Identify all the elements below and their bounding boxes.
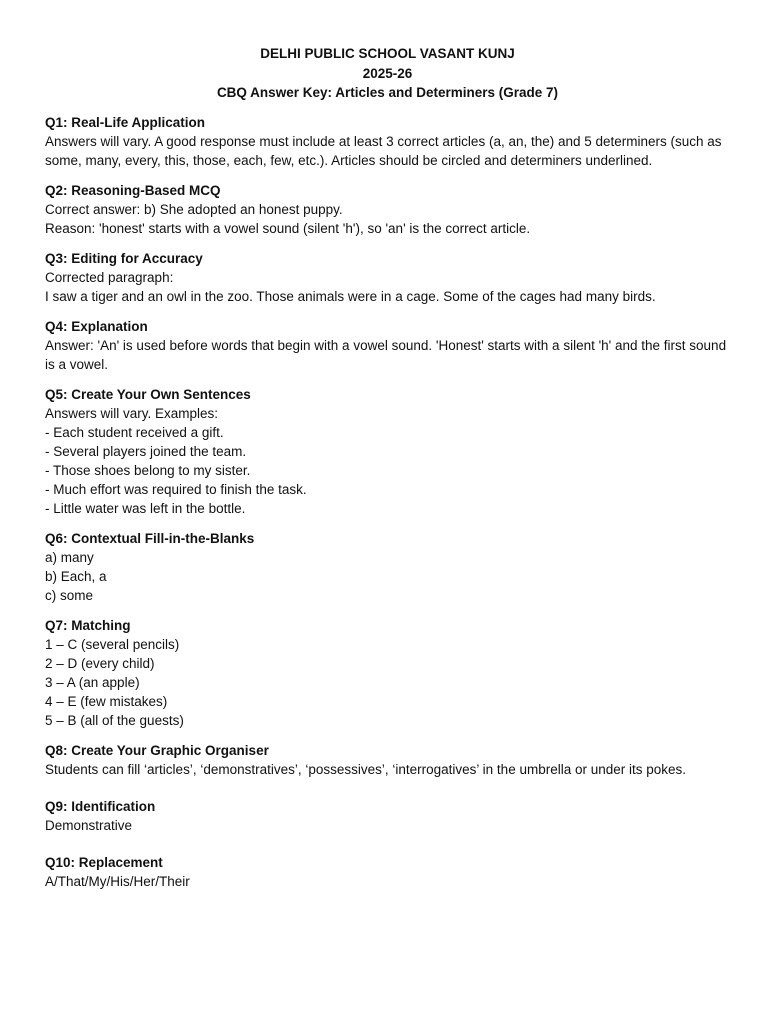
- school-name: DELHI PUBLIC SCHOOL VASANT KUNJ: [260, 46, 515, 61]
- question-block-q4: [45, 317, 730, 374]
- question-title: Q5: Create Your Own Sentences: [45, 386, 251, 402]
- academic-year: 2025-26: [362, 65, 413, 81]
- document-title: CBQ Answer Key: Articles and Determiners (Grade 7): [216, 85, 559, 100]
- question-block-q3: [45, 249, 730, 306]
- question-title: Q8: Create Your Graphic Organiser: [45, 742, 269, 758]
- answer-line: 4 – E (few mistakes): [45, 693, 168, 709]
- answer-line: Correct answer: b) She adopted an honest puppy.: [45, 201, 343, 217]
- question-block-q1: [45, 113, 730, 170]
- question-block-q7: [45, 616, 730, 730]
- question-title: Q1: Real-Life Application: [45, 114, 206, 130]
- questions-list: [45, 113, 730, 891]
- question-title: Q6: Contextual Fill-in-the-Blanks: [45, 530, 255, 546]
- answer-key-page: [45, 44, 730, 902]
- answer-line: 5 – B (all of the guests): [45, 712, 184, 728]
- question-block-q6: [45, 529, 730, 605]
- question-title: Q4: Explanation: [45, 318, 148, 334]
- answer-line: Reason: 'honest' starts with a vowel sound (silent 'h'), so 'an' is the correct article.: [45, 220, 531, 236]
- question-block-q10: [45, 853, 730, 891]
- question-title: Q2: Reasoning-Based MCQ: [45, 182, 221, 198]
- answer-line: - Each student received a gift.: [45, 424, 224, 440]
- answer-line: A/That/My/His/Her/Their: [45, 873, 190, 889]
- answer-line: I saw a tiger and an owl in the zoo. Those animals were in a cage. Some of the cages had many birds.: [45, 288, 656, 304]
- answer-line: a) many: [45, 549, 94, 565]
- answer-line: Demonstrative: [45, 817, 133, 833]
- document-header: [45, 44, 730, 103]
- answer-line: - Much effort was required to finish the task.: [45, 481, 307, 497]
- answer-line: Answer: 'An' is used before words that begin with a vowel sound. 'Honest' starts with a silent 'h' and the first sound is a vowel.: [45, 337, 727, 372]
- answer-line: Answers will vary. Examples:: [45, 405, 219, 421]
- question-title: Q9: Identification: [45, 798, 156, 814]
- answer-line: - Little water was left in the bottle.: [45, 500, 246, 516]
- question-title: Q10: Replacement: [45, 854, 163, 870]
- question-block-q9: [45, 797, 730, 835]
- answer-line: 1 – C (several pencils): [45, 636, 180, 652]
- question-block-q5: [45, 385, 730, 518]
- answer-line: - Those shoes belong to my sister.: [45, 462, 251, 478]
- answer-line: Corrected paragraph:: [45, 269, 174, 285]
- answer-line: 2 – D (every child): [45, 655, 155, 671]
- answer-line: Students can fill ‘articles’, ‘demonstratives’, ‘possessives’, ‘interrogatives’ in the umbrella or under its pokes.: [45, 761, 687, 777]
- question-block-q8: [45, 741, 730, 779]
- answer-line: Answers will vary. A good response must include at least 3 correct articles (a, an, the) and 5 determiners (such as some, many, every, this, those, each, few, etc.). Articles should be circled and determiners underlined.: [45, 133, 722, 168]
- question-title: Q3: Editing for Accuracy: [45, 250, 203, 266]
- question-block-q2: [45, 181, 730, 238]
- question-title: Q7: Matching: [45, 617, 131, 633]
- answer-line: b) Each, a: [45, 568, 107, 584]
- answer-line: - Several players joined the team.: [45, 443, 247, 459]
- answer-line: c) some: [45, 587, 94, 603]
- answer-line: 3 – A (an apple): [45, 674, 140, 690]
